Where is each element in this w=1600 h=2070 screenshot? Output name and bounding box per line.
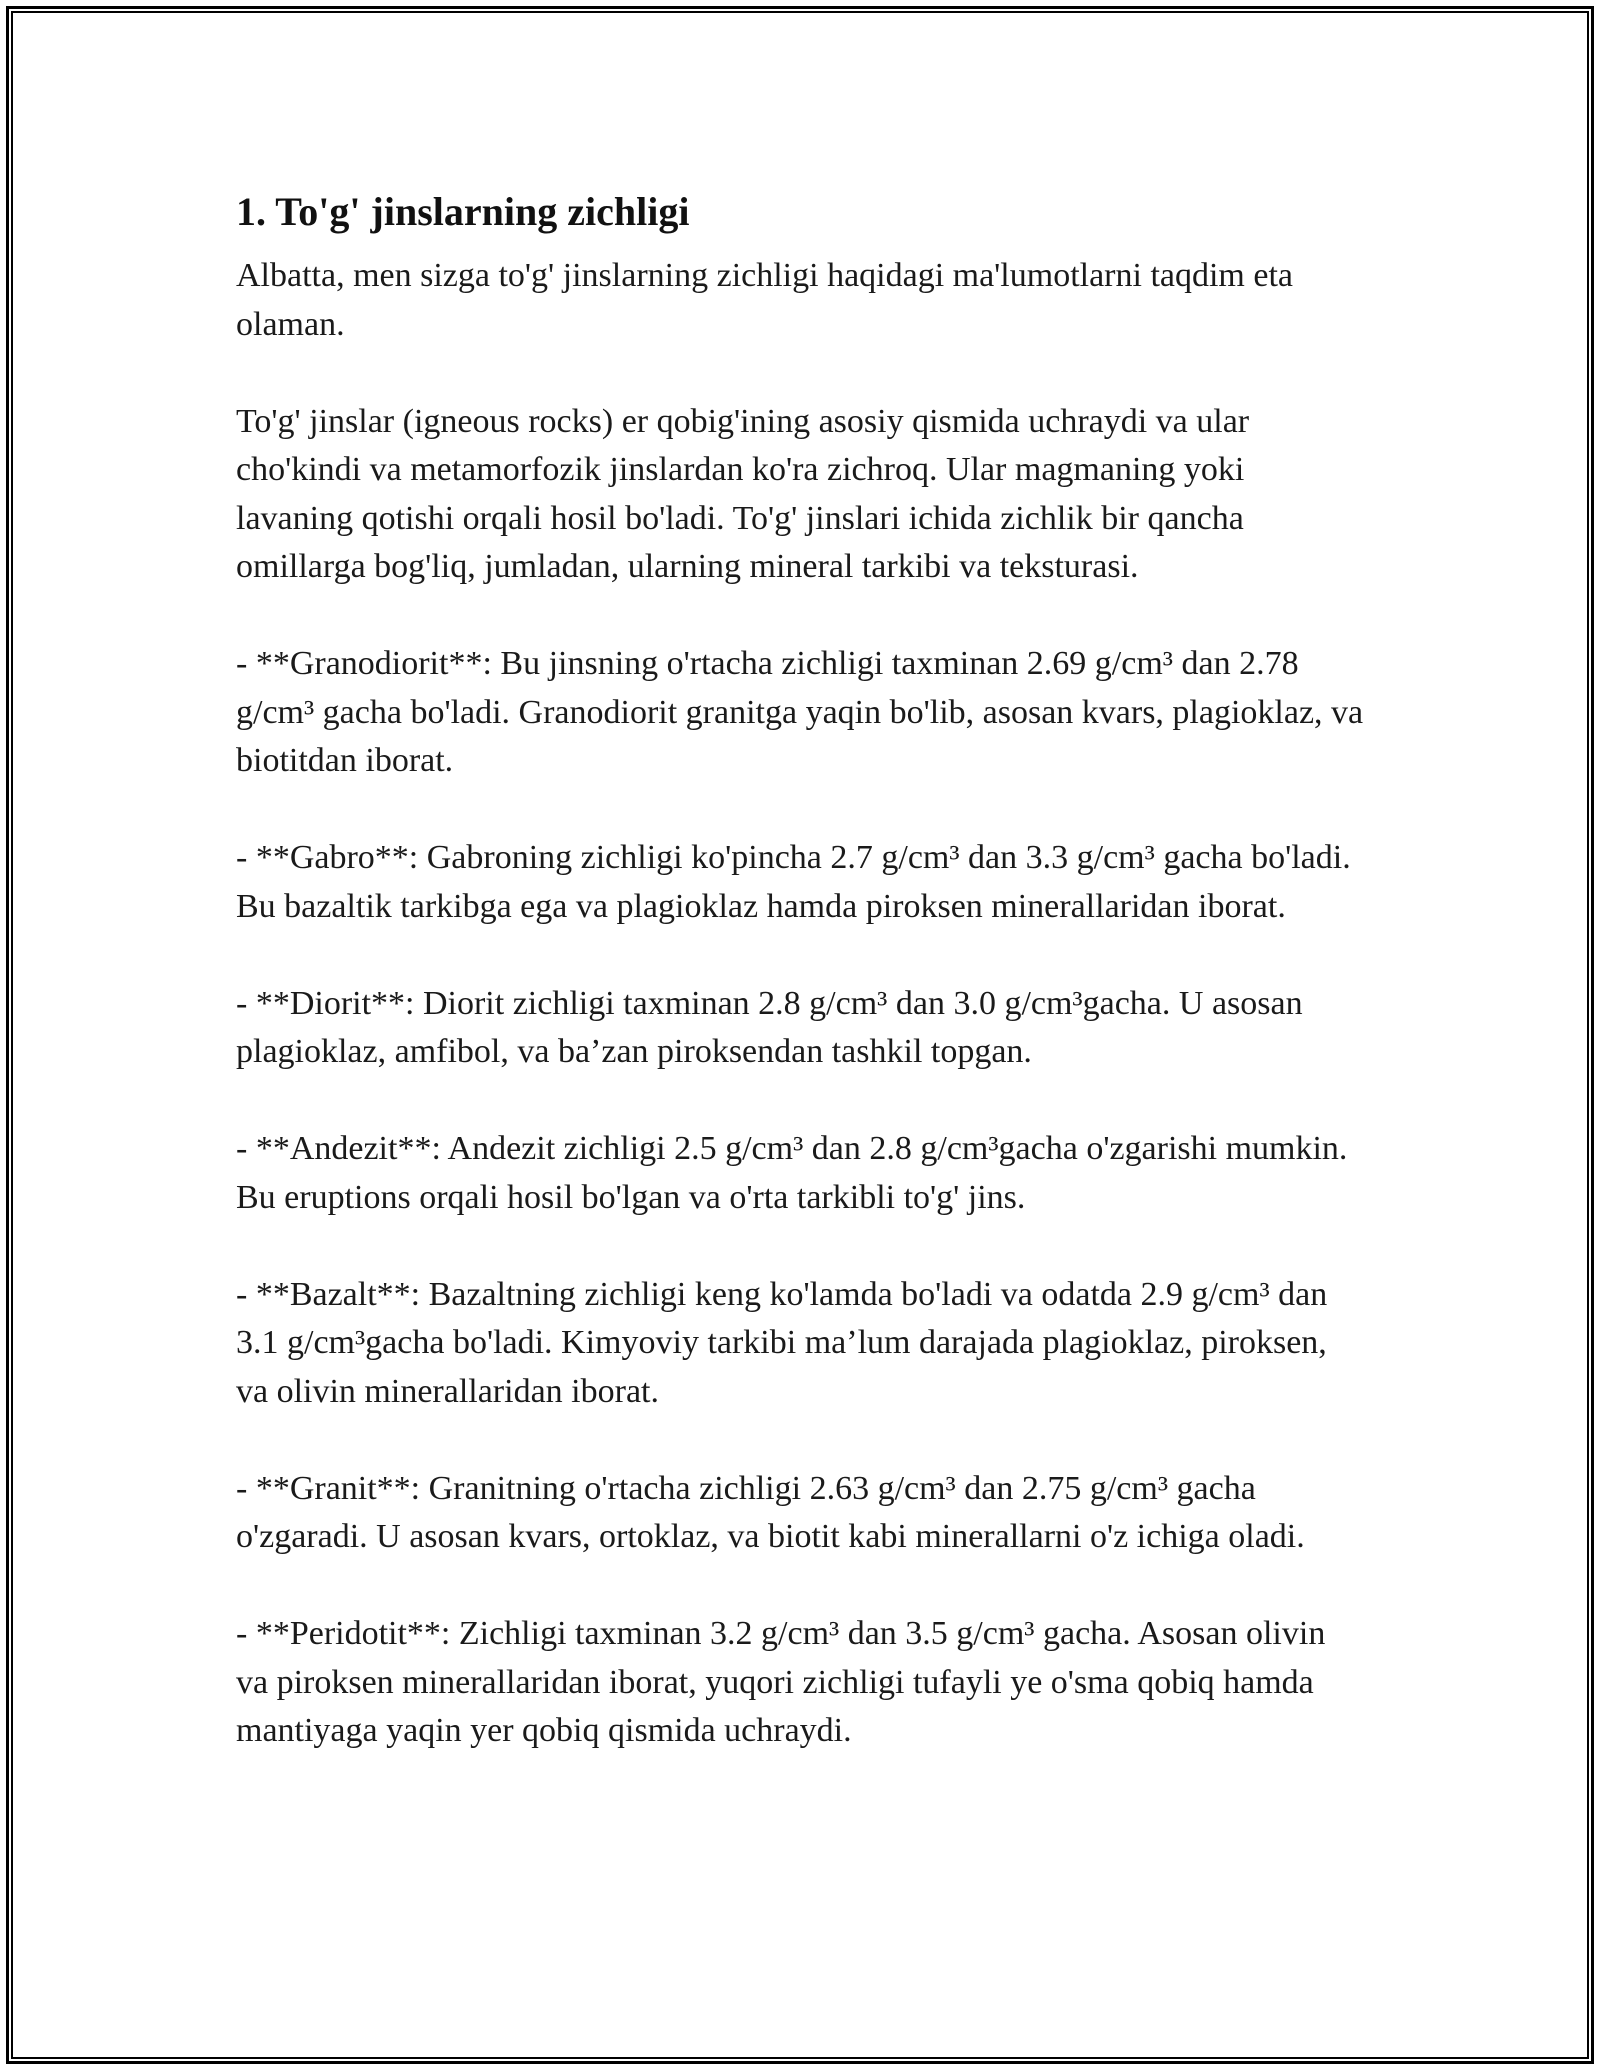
list-item-bazalt: - **Bazalt**: Bazaltning zichligi keng ko'lamda bo'ladi va odatda 2.9 g/cm³ dan 3.1 g/cm³gacha bo'ladi. Kimyoviy tarkibi ma’lum darajada plagioklaz, piroksen, va olivin minerallaridan iborat.: [236, 1275, 1328, 1410]
list-item-gabro: - **Gabro**: Gabroning zichligi ko'pincha 2.7 g/cm³ dan 3.3 g/cm³ gacha bo'ladi. Bu bazaltik tarkibga ega va plagioklaz hamda piroksen minerallaridan iborat.: [236, 839, 1351, 925]
list-item-granit: - **Granit**: Granitning o'rtacha zichligi 2.63 g/cm³ dan 2.75 g/cm³ gacha o'zgaradi. U asosan kvars, ortoklaz, va biotit kabi minerallarni o'z ichiga oladi.: [236, 1469, 1305, 1555]
list-item-granodiorit: - **Granodiorit**: Bu jinsning o'rtacha zichligi taxminan 2.69 g/cm³ dan 2.78 g/cm³ gacha bo'ladi. Granodiorit granitga yaqin bo'lib, asosan kvars, plagioklaz, va biotitdan iborat.: [236, 645, 1364, 779]
list-item-diorit: - **Diorit**: Diorit zichligi taxminan 2.8 g/cm³ dan 3.0 g/cm³gacha. U asosan plagioklaz, amfibol, va ba’zan piroksendan tashkil topgan.: [236, 984, 1303, 1070]
document-body: [236, 184, 1364, 1804]
list-item-peridotit: - **Peridotit**: Zichligi taxminan 3.2 g/cm³ dan 3.5 g/cm³ gacha. Asosan olivin va piroksen minerallaridan iborat, yuqori zichligi tufayli ye o'sma qobiq hamda mantiyaga yaqin yer qobiq qismida uchraydi.: [236, 1615, 1326, 1749]
list-item-andezit: - **Andezit**: Andezit zichligi 2.5 g/cm³ dan 2.8 g/cm³gacha o'zgarishi mumkin. Bu eruptions orqali hosil bo'lgan va o'rta tarkibli to'g' jins.: [236, 1130, 1348, 1216]
document-title: 1. To'g' jinslarning zichligi: [236, 189, 690, 234]
paragraph-overview: To'g' jinslar (igneous rocks) er qobig'ining asosiy qismida uchraydi va ular cho'kindi va metamorfozik jinslardan ko'ra zichroq. Ular magmaning yoki lavaning qotishi orqali hosil bo'ladi. To'g' jinslari ichida zichlik bir qancha omillarga bog'liq, jumladan, ularning mineral tarkibi va teksturasi.: [236, 402, 1250, 585]
paragraph-intro: Albatta, men sizga to'g' jinslarning zichligi haqidagi ma'lumotlarni taqdim eta olaman.: [236, 257, 1294, 343]
